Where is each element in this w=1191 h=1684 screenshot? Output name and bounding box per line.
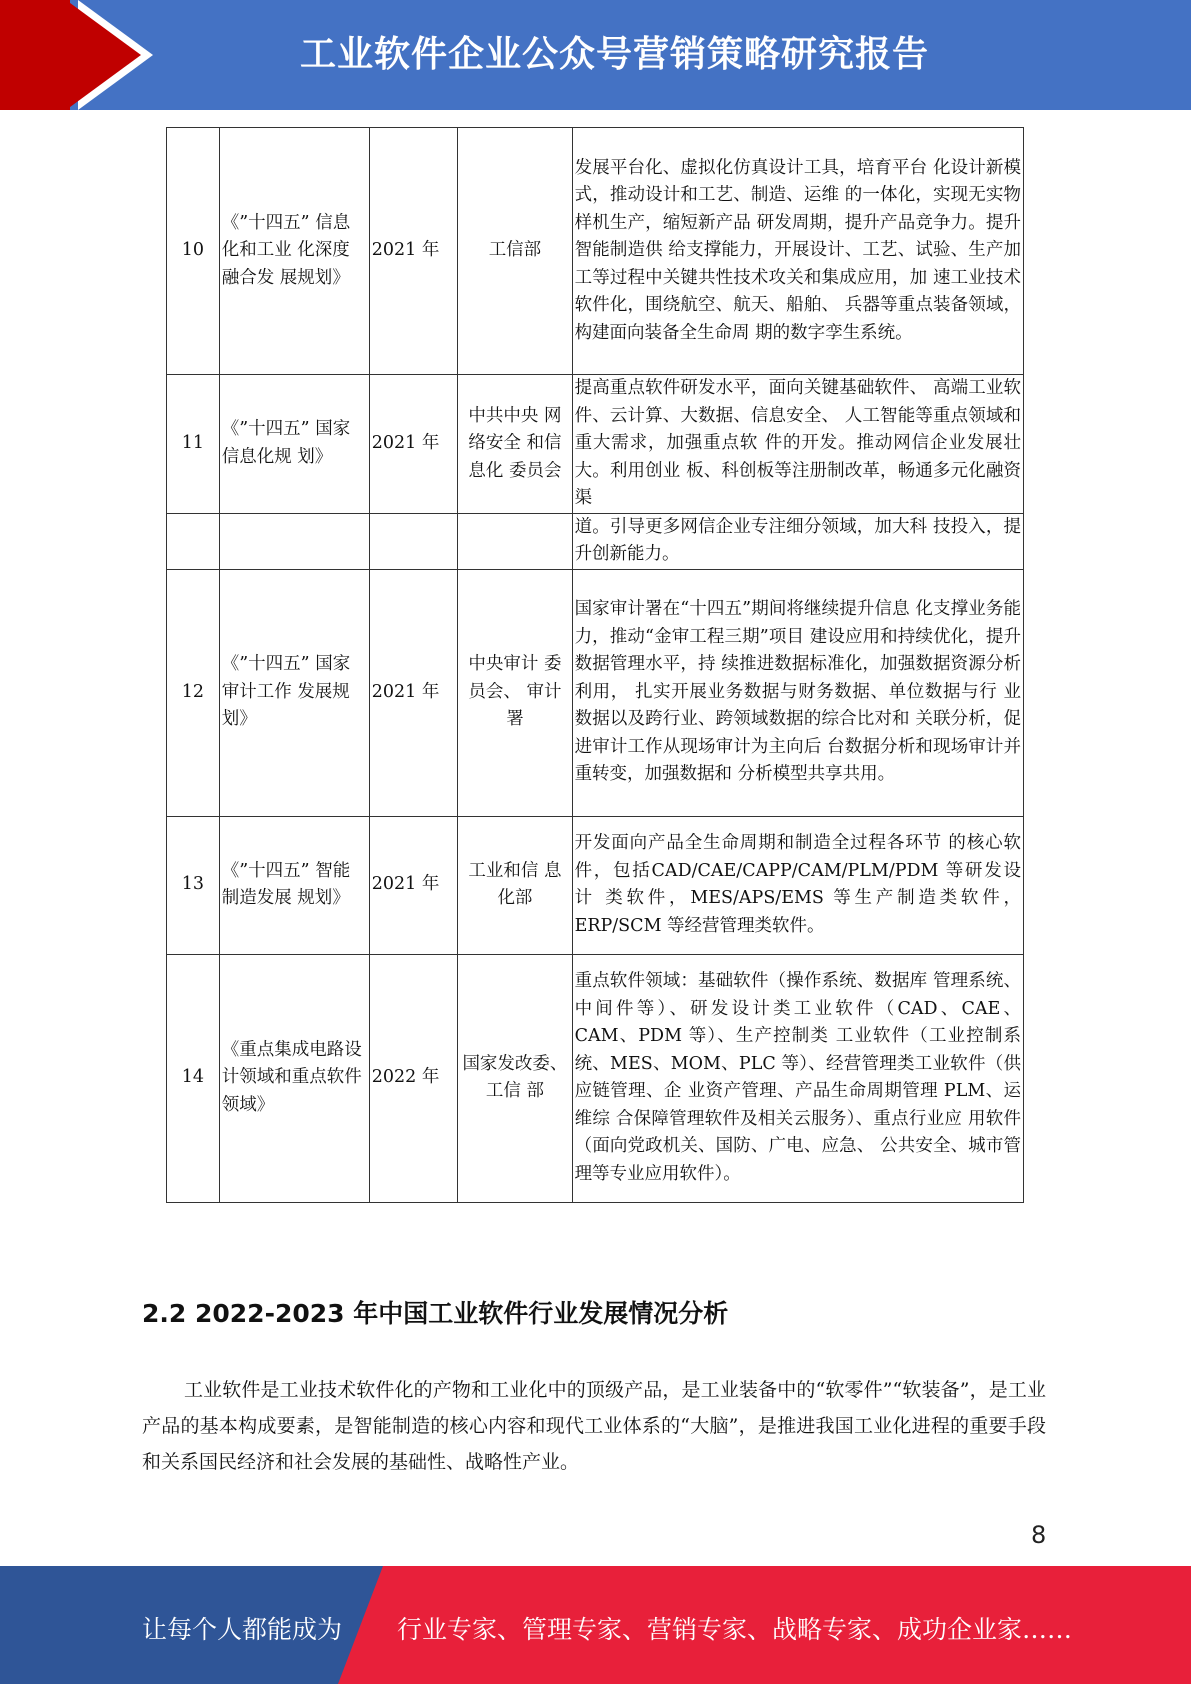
policy-name: 《”十四五” 信息化和工业 化深度融合发 展规划》: [219, 128, 369, 375]
policy-name: 《”十四五” 国家审计工作 发展规划》: [219, 569, 369, 816]
table-row: [167, 513, 1024, 569]
policy-department: 工业和信 息化部: [458, 816, 572, 954]
policy-year: 2021 年: [369, 128, 458, 375]
footer-banner: [0, 1566, 1191, 1684]
row-number: 12: [167, 569, 220, 816]
table-row: [167, 816, 1024, 954]
policy-content: 提高重点软件研发水平，面向关键基础软件、 高端工业软件、云计算、大数据、信息安全、 人工智能等重点领域和重大需求，加强重点软 件的开发。推动网信企业发展壮大。利用创业 板、科创板等注册制改革，畅通多元化融资渠: [572, 375, 1023, 514]
policy-name: 《重点集成电路设计领域和重点软件领域》: [219, 954, 369, 1202]
header-red-block: [0, 0, 70, 110]
policy-name: 《”十四五” 智能制造发展 规划》: [219, 816, 369, 954]
section-paragraph: 工业软件是工业技术软件化的产物和工业化中的顶级产品，是工业装备中的“软零件”“软装备”，是工业产品的基本构成要素，是智能制造的核心内容和现代工业体系的“大脑”，是推进我国工业化进程的重要手段和关系国民经济和社会发展的基础性、战略性产业。: [142, 1379, 1046, 1473]
policy-name: [219, 513, 369, 569]
policy-department: 国家发改委、工信 部: [458, 954, 572, 1202]
table-row: [167, 128, 1024, 375]
footer-blue-slant: [338, 1566, 383, 1684]
table-row: [167, 375, 1024, 514]
policy-department: 中共中央 网络安全 和信息化 委员会: [458, 375, 572, 514]
row-number: [167, 513, 220, 569]
policy-content: 发展平台化、虚拟化仿真设计工具，培育平台 化设计新模式，推动设计和工艺、制造、运维 的一体化，实现无实物样机生产，缩短新产品 研发周期，提升产品竞争力。提升智能制造供 给支撑能力，开展设计、工艺、试验、生产加 工等过程中关键共性技术攻关和集成应用，加 速工业技术软件化，围绕航空、航天、船舶、 兵器等重点装备领域，构建面向装备全生命周 期的数字孪生系统。: [572, 128, 1023, 375]
policy-content: 国家审计署在“十四五”期间将继续提升信息 化支撑业务能力，推动“金审工程三期”项目 建设应用和持续优化，提升数据管理水平，持 续推进数据标准化，加强数据资源分析利用， 扎实开展业务数据与财务数据、单位数据与行 业数据以及跨行业、跨领域数据的综合比对和 关联分析，促进审计工作从现场审计为主向后 台数据分析和现场审计并重转变，加强数据和 分析模型共享共用。: [572, 569, 1023, 816]
policy-year: 2021 年: [369, 816, 458, 954]
table-row: [167, 954, 1024, 1202]
policy-department: 工信部: [458, 128, 572, 375]
policy-name: 《”十四五” 国家信息化规 划》: [219, 375, 369, 514]
policy-department: [458, 513, 572, 569]
row-number: 11: [167, 375, 220, 514]
policy-department: 中央审计 委员会、 审计署: [458, 569, 572, 816]
row-number: 14: [167, 954, 220, 1202]
policy-content: 重点软件领域：基础软件（操作系统、数据库 管理系统、中间件等）、研发设计类工业软件（CAD、CAE、CAM、PDM 等）、生产控制类 工业软件（工业控制系统、MES、MOM、PLC 等）、经营管理类工业软件（供应链管理、企 业资产管理、产品生命周期管理 PLM、运维综 合保障管理软件及相关云服务）、重点行业应 用软件（面向党政机关、国防、广电、应急、 公共安全、城市管理等专业应用软件）。: [572, 954, 1023, 1202]
footer-slogan-right: 行业专家、管理专家、营销专家、战略专家、成功企业家……: [397, 1615, 1073, 1644]
row-number: 13: [167, 816, 220, 954]
policy-year: 2021 年: [369, 569, 458, 816]
row-number: 10: [167, 128, 220, 375]
policy-table: [166, 127, 1024, 1203]
policy-content: 道。引导更多网信企业专注细分领域，加大科 技投入，提升创新能力。: [572, 513, 1023, 569]
header-title: 工业软件企业公众号营销策略研究报告: [300, 34, 930, 75]
page-number: 8: [1031, 1521, 1047, 1549]
policy-year: 2021 年: [369, 375, 458, 514]
header-red-chevron: [66, 0, 141, 110]
policy-year: [369, 513, 458, 569]
table-row: [167, 569, 1024, 816]
section-heading: 2.2 2022-2023 年中国工业软件行业发展情况分析: [142, 1299, 729, 1328]
footer-slogan-left: 让每个人都能成为: [142, 1615, 343, 1644]
header-banner: [0, 0, 1191, 110]
policy-content: 开发面向产品全生命周期和制造全过程各环节 的核心软件，包括CAD/CAE/CAPP/CAM/PLM/PDM 等研发设计 类软件，MES/APS/EMS 等生产制造类软件， ERP/SCM 等经营管理类软件。: [572, 816, 1023, 954]
policy-year: 2022 年: [369, 954, 458, 1202]
